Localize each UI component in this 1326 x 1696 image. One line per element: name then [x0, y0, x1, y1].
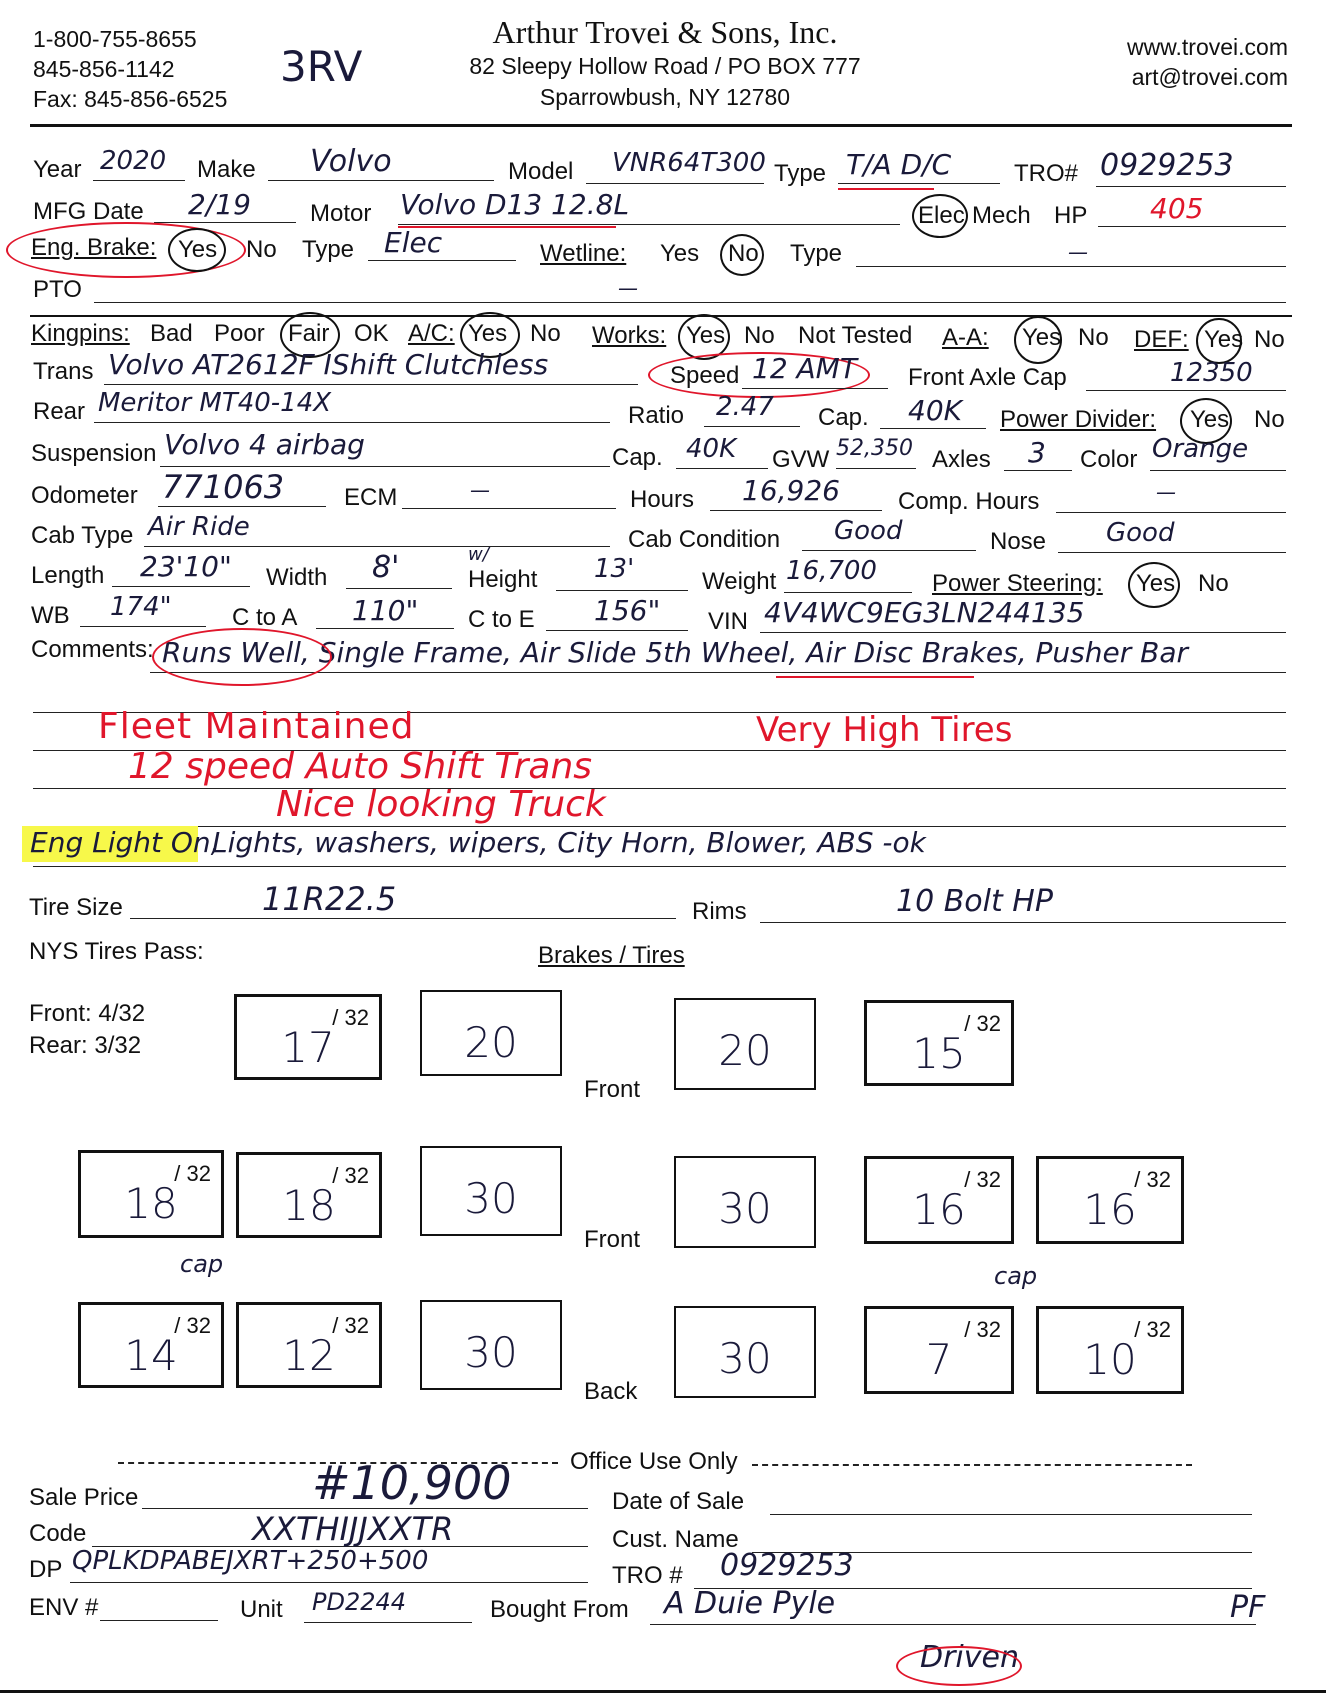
- hours-label: Hours: [630, 486, 695, 513]
- office-dash-right: [752, 1464, 1192, 1466]
- ac-label: A/C:: [408, 320, 455, 347]
- dp-value: QPLKDPABEJXRT+250+500: [72, 1546, 429, 1576]
- height-line: [556, 590, 688, 591]
- gvw-line: [836, 468, 916, 469]
- kingpins-fair: Fair: [288, 320, 330, 347]
- speed-value: 12 AMT: [752, 352, 857, 385]
- cab-type-line: [144, 546, 610, 547]
- tire-box-steer-right: [864, 1000, 1014, 1086]
- elec-circle: [912, 194, 968, 238]
- tro2-label: TRO #: [612, 1562, 683, 1589]
- ecm-line: [402, 508, 616, 509]
- brake-box-rear-left: [420, 1300, 562, 1390]
- bought-from-label: Bought From: [490, 1596, 629, 1623]
- mfg-date-label: MFG Date: [33, 198, 144, 225]
- type-red-underline: [838, 188, 934, 190]
- c-to-a-value: 110": [352, 594, 419, 627]
- type-value: T/A D/C: [846, 148, 952, 181]
- bottom-border: [0, 1690, 1326, 1693]
- tire-value: 16: [1083, 1185, 1137, 1234]
- pf-value: PF: [1230, 1590, 1266, 1625]
- tire-value: 18: [124, 1179, 178, 1228]
- wetline-label: Wetline:: [540, 240, 627, 267]
- year-line: [93, 180, 185, 181]
- header-divider: [30, 124, 1292, 127]
- dp-line: [70, 1582, 588, 1583]
- dp-label: DP: [29, 1556, 63, 1583]
- length-line: [112, 586, 250, 587]
- unit-line: [304, 1622, 472, 1623]
- suspension-value: Volvo 4 airbag: [164, 428, 365, 461]
- front-axle-cap-line: [1086, 390, 1286, 391]
- kingpins-poor: Poor: [214, 320, 265, 347]
- eng-brake-yes-circle: [168, 228, 226, 272]
- ratio-value: 2.47: [716, 392, 774, 422]
- eng-brake-label: Eng. Brake:: [31, 234, 157, 261]
- contact-block: [33, 24, 227, 114]
- height-value: 13': [594, 554, 635, 584]
- comp-hours-line: [1056, 512, 1286, 513]
- weight-value: 16,700: [786, 556, 877, 586]
- unit-value: PD2244: [312, 1588, 407, 1616]
- pto-label: PTO: [33, 276, 82, 303]
- cap-note-left: cap: [180, 1250, 224, 1278]
- tro-label: TRO#: [1014, 160, 1079, 187]
- gvw-label: GVW: [772, 446, 830, 473]
- power-divider-label: Power Divider:: [1000, 406, 1157, 433]
- width-label: Width: [266, 564, 328, 591]
- comments-label: Comments:: [31, 636, 154, 663]
- make-value: Volvo: [310, 144, 392, 179]
- kingpins-label: Kingpins:: [31, 320, 130, 347]
- make-label: Make: [197, 156, 256, 183]
- cust-name-label: Cust. Name: [612, 1526, 739, 1553]
- email: art@trovei.com: [1131, 64, 1288, 90]
- axles-line: [1004, 470, 1072, 471]
- wb-line: [80, 626, 206, 627]
- eng-brake-type-label: Type: [302, 236, 355, 263]
- red-note-2: Very High Tires: [756, 710, 1013, 750]
- tire-size-line: [130, 918, 676, 919]
- section-divider: [30, 315, 1292, 317]
- height-note: w/: [468, 544, 489, 565]
- brake-box-drive-right: [674, 1156, 816, 1248]
- length-label: Length: [31, 562, 105, 589]
- hp-line: [1098, 226, 1286, 227]
- date-of-sale-label: Date of Sale: [612, 1488, 745, 1515]
- brakes-tires-title: Brakes / Tires: [538, 942, 685, 969]
- front-label-1: Front: [584, 1076, 641, 1103]
- year-value: 2020: [100, 146, 167, 176]
- sale-price-value: #10,900: [312, 1456, 512, 1510]
- pto-line: [94, 302, 1286, 303]
- gvw-value: 52,350: [836, 436, 913, 461]
- height-label: Height: [468, 566, 538, 593]
- mech-label: Mech: [972, 202, 1031, 229]
- tire-value: 15: [912, 1029, 966, 1078]
- brake-value: 30: [464, 1328, 518, 1377]
- weight-label: Weight: [702, 568, 777, 595]
- rear-value: Meritor MT40-14X: [98, 388, 332, 418]
- brake-value: 20: [718, 1026, 772, 1075]
- front-label-2: Front: [584, 1226, 641, 1253]
- cap-note-right: cap: [994, 1262, 1038, 1290]
- make-line: [268, 180, 494, 181]
- red-note-3: 12 speed Auto Shift Trans: [128, 746, 593, 787]
- wetline-type-label: Type: [790, 240, 843, 267]
- color-value: Orange: [1152, 434, 1249, 464]
- wb-value: 174": [110, 592, 172, 622]
- ecm-value: —: [470, 478, 490, 502]
- fraction-label: / 32: [964, 1167, 1001, 1192]
- wetline-type-value: —: [1068, 240, 1088, 264]
- nose-value: Good: [1106, 518, 1175, 548]
- comments-line-6: [33, 866, 1286, 867]
- c-to-a-line: [316, 628, 454, 629]
- unit-label: Unit: [240, 1596, 283, 1623]
- rear-line: [94, 422, 610, 423]
- tire-value: 12: [282, 1331, 336, 1380]
- nose-line: [1058, 552, 1286, 553]
- fraction-label: / 32: [332, 1313, 369, 1338]
- tire-value: 10: [1083, 1335, 1137, 1384]
- elec-label: Elec: [918, 202, 965, 229]
- tire-box-drive-inner-left: [236, 1152, 382, 1238]
- trans-line: [104, 384, 638, 385]
- c-to-e-value: 156": [594, 594, 661, 627]
- hp-label: HP: [1054, 202, 1088, 229]
- company-name: Arthur Trovei & Sons, Inc.: [492, 14, 838, 50]
- comments-value-last: Lights, washers, wipers, City Horn, Blower, ABS -ok: [212, 826, 926, 859]
- trans-value: Volvo AT2612F IShift Clutchless: [108, 348, 549, 381]
- works-not-tested: Not Tested: [798, 322, 913, 349]
- fraction-label: / 32: [332, 1163, 369, 1188]
- brake-value: 30: [464, 1174, 518, 1223]
- cab-condition-label: Cab Condition: [628, 526, 781, 553]
- runs-well-red-circle: [152, 628, 332, 686]
- tire-value: 18: [282, 1181, 336, 1230]
- kingpins-ok: OK: [354, 320, 389, 347]
- aa-label: A-A:: [942, 324, 989, 351]
- width-line: [346, 588, 452, 589]
- fraction-label: / 32: [964, 1011, 1001, 1036]
- wb-label: WB: [31, 602, 70, 629]
- c-to-e-label: C to E: [468, 606, 535, 633]
- weight-line: [784, 592, 912, 593]
- brake-box-rear-right: [674, 1306, 816, 1398]
- ratio-label: Ratio: [628, 402, 685, 429]
- ac-no: No: [530, 320, 561, 347]
- cab-condition-line: [802, 550, 976, 551]
- date-of-sale-line: [770, 1514, 1252, 1515]
- type-label: Type: [774, 160, 827, 187]
- axles-label: Axles: [932, 446, 991, 473]
- susp-cap-label: Cap.: [612, 444, 663, 471]
- ac-yes: Yes: [468, 320, 508, 347]
- length-value: 23'10": [140, 550, 232, 583]
- tire-value: 14: [124, 1331, 178, 1380]
- company-block: [420, 14, 910, 112]
- back-label: Back: [584, 1378, 638, 1405]
- rear-label: Rear: [33, 398, 86, 425]
- website: www.trovei.com: [1126, 34, 1288, 60]
- rear-cap-line: [880, 428, 986, 429]
- tire-value: 17: [281, 1023, 335, 1072]
- c-to-e-line: [546, 630, 688, 631]
- red-note-4: Nice looking Truck: [276, 784, 606, 825]
- front-axle-cap-label: Front Axle Cap: [908, 364, 1067, 391]
- address-line-1: 82 Sleepy Hollow Road / PO BOX 777: [469, 53, 861, 79]
- code-label: Code: [29, 1520, 87, 1547]
- vin-value: 4V4WC9EG3LN244135: [764, 596, 1085, 629]
- ecm-label: ECM: [344, 484, 398, 511]
- red-note-1: Fleet Maintained: [98, 706, 415, 747]
- susp-cap-line: [676, 468, 768, 469]
- works-yes: Yes: [686, 322, 726, 349]
- env-line: [100, 1620, 218, 1621]
- works-label: Works:: [592, 322, 667, 349]
- comments-value-1: Runs Well, Single Frame, Air Slide 5th Wheel, Air Disc Brakes, Pusher Bar: [162, 636, 1189, 669]
- model-value: VNR64T300: [612, 148, 766, 178]
- code-value: XXTHIJJXXTR: [252, 1510, 454, 1548]
- fax: Fax: 845-856-6525: [33, 86, 228, 112]
- aa-no: No: [1078, 324, 1109, 351]
- web-block: [1127, 32, 1288, 92]
- def-label: DEF:: [1134, 326, 1189, 353]
- mfg-date-value: 2/19: [188, 188, 251, 221]
- odometer-label: Odometer: [31, 482, 138, 509]
- tire-value: 16: [912, 1185, 966, 1234]
- mfg-date-line: [154, 222, 296, 223]
- power-divider-no: No: [1254, 406, 1285, 433]
- ratio-line: [704, 426, 800, 427]
- brake-value: 30: [718, 1334, 772, 1383]
- fraction-label: / 32: [174, 1313, 211, 1338]
- vin-label: VIN: [708, 608, 749, 635]
- tro2-value: 0929253: [720, 1548, 854, 1583]
- fraction-label: / 32: [1134, 1317, 1171, 1342]
- model-label: Model: [508, 158, 574, 185]
- motor-label: Motor: [310, 200, 372, 227]
- hp-value: 405: [1150, 192, 1204, 225]
- tire-box-rear-inner-left: [236, 1302, 382, 1388]
- trans-label: Trans: [33, 358, 94, 385]
- wetline-yes: Yes: [660, 240, 700, 267]
- power-steering-yes-circle: [1128, 562, 1180, 608]
- eng-light-on: Eng Light On,: [30, 826, 220, 859]
- color-label: Color: [1080, 446, 1138, 473]
- stamp-note: 3RV: [280, 42, 363, 91]
- susp-cap-value: 40K: [686, 434, 737, 464]
- works-no: No: [744, 322, 775, 349]
- tro-line: [1096, 186, 1286, 187]
- hours-value: 16,926: [742, 474, 840, 507]
- tire-size-value: 11R22.5: [262, 880, 397, 918]
- cab-type-label: Cab Type: [31, 522, 134, 549]
- fraction-label: / 32: [1134, 1167, 1171, 1192]
- brake-value: 30: [718, 1184, 772, 1233]
- tire-box-rear-outer-right: [1036, 1306, 1184, 1394]
- nys-tires-label: NYS Tires Pass:: [29, 938, 204, 965]
- eng-brake-no: No: [246, 236, 277, 263]
- rear-standard: Rear: 3/32: [29, 1032, 142, 1059]
- def-yes: Yes: [1204, 326, 1244, 353]
- driven-value: Driven: [920, 1640, 1019, 1675]
- odometer-value: 771063: [162, 468, 285, 506]
- driven-red-circle: [896, 1646, 1022, 1686]
- brake-box-steer-right: [674, 998, 816, 1090]
- cab-type-value: Air Ride: [148, 512, 250, 542]
- axles-value: 3: [1028, 436, 1046, 469]
- tire-box-rear-inner-right: [864, 1306, 1014, 1394]
- kingpins-bad: Bad: [150, 320, 193, 347]
- comments-line-4: [33, 788, 1286, 789]
- model-line: [586, 183, 764, 184]
- brake-box-steer-left: [420, 990, 562, 1076]
- tire-box-drive-outer-right: [1036, 1156, 1184, 1244]
- year-label: Year: [33, 156, 82, 183]
- tire-box-drive-inner-right: [864, 1156, 1014, 1244]
- eng-brake-type-value: Elec: [384, 226, 443, 259]
- motor-value: Volvo D13 12.8L: [400, 188, 630, 221]
- env-label: ENV #: [29, 1594, 99, 1621]
- brake-value: 20: [464, 1018, 518, 1067]
- brake-box-drive-left: [420, 1146, 562, 1236]
- pto-value: —: [618, 276, 638, 300]
- tire-box-steer-left: [234, 994, 382, 1080]
- power-divider-yes: Yes: [1190, 406, 1230, 433]
- wetline-no: No: [728, 240, 759, 267]
- hours-line: [710, 510, 882, 511]
- nose-label: Nose: [990, 528, 1047, 555]
- fraction-label: / 32: [174, 1161, 211, 1186]
- fraction-label: / 32: [964, 1317, 1001, 1342]
- cab-condition-value: Good: [834, 516, 903, 546]
- address-line-2: Sparrowbush, NY 12780: [539, 84, 791, 110]
- phone-1: 1-800-755-8655: [33, 26, 197, 52]
- bought-from-value: A Duie Pyle: [664, 1586, 836, 1621]
- tire-size-label: Tire Size: [29, 894, 123, 921]
- office-use-label: Office Use Only: [570, 1448, 738, 1475]
- comp-hours-value: —: [1156, 480, 1176, 504]
- wetline-type-line: [856, 266, 1286, 267]
- rims-line: [760, 922, 1286, 923]
- tro-value: 0929253: [1100, 148, 1234, 183]
- power-steering-yes: Yes: [1136, 570, 1176, 597]
- bought-from-line: [650, 1624, 1256, 1625]
- eng-brake-type-line: [368, 260, 516, 261]
- suspension-line: [160, 466, 610, 467]
- suspension-label: Suspension: [31, 440, 157, 467]
- aa-yes: Yes: [1022, 324, 1062, 351]
- c-to-a-label: C to A: [232, 604, 298, 631]
- comments-line-1: [150, 672, 1286, 673]
- type-line: [838, 183, 1000, 184]
- color-line: [1150, 470, 1286, 471]
- rims-value: 10 Bolt HP: [896, 884, 1053, 919]
- front-axle-cap-value: 12350: [1170, 358, 1253, 388]
- vin-line: [760, 632, 1286, 633]
- air-disc-red-underline: [776, 676, 974, 678]
- odometer-line: [158, 506, 326, 507]
- eng-brake-yes: Yes: [178, 236, 218, 263]
- fraction-label: / 32: [332, 1005, 369, 1030]
- tire-box-rear-outer-left: [78, 1302, 224, 1388]
- def-no: No: [1254, 326, 1285, 353]
- aa-yes-circle: [1014, 316, 1062, 364]
- power-steering-no: No: [1198, 570, 1229, 597]
- tire-box-drive-outer-left: [78, 1150, 224, 1238]
- width-value: 8': [372, 550, 400, 585]
- wetline-no-circle: [720, 234, 764, 276]
- phone-2: 845-856-1142: [33, 56, 175, 82]
- front-standard: Front: 4/32: [29, 1000, 146, 1027]
- tire-value: 7: [925, 1335, 953, 1384]
- comp-hours-label: Comp. Hours: [898, 488, 1040, 515]
- power-steering-label: Power Steering:: [932, 570, 1103, 597]
- rear-cap-label: Cap.: [818, 404, 869, 431]
- rear-cap-value: 40K: [908, 394, 962, 427]
- motor-line: [398, 224, 900, 225]
- rims-label: Rims: [692, 898, 747, 925]
- sale-price-label: Sale Price: [29, 1484, 139, 1511]
- speed-label: Speed: [670, 362, 740, 389]
- speed-line: [742, 388, 888, 389]
